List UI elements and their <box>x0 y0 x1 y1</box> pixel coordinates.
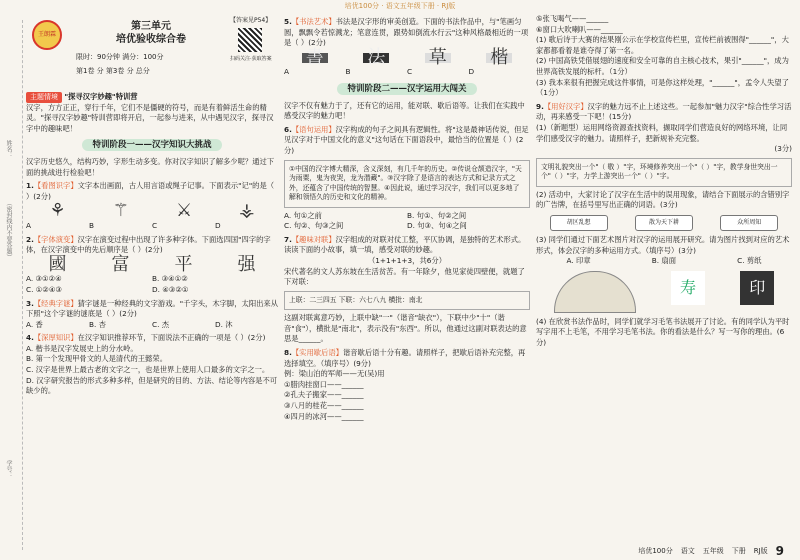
q5-sample-d: 楷 <box>486 53 512 64</box>
q3-options <box>26 320 278 331</box>
q2-char-3: 平 <box>174 253 193 275</box>
page-number: 9 <box>775 544 784 558</box>
intro-event: "探寻汉字妙趣"特训营 <box>64 92 138 101</box>
q2-char-4: 强 <box>237 253 256 275</box>
papercut-image: 寿 <box>671 271 705 305</box>
q4-option-b[interactable]: B. 第一个发现甲骨文的人是清代的王懿荣。 <box>26 354 167 364</box>
exam-header <box>26 14 278 86</box>
q5-option-d[interactable]: D <box>468 67 475 77</box>
binding-id-label: 学号： <box>5 460 12 478</box>
seal-image: 印 <box>740 271 774 305</box>
q6-option-b[interactable]: B. 句①、句②之间 <box>407 210 467 220</box>
question-8: 8.【实用歇后语】谐音歇后语十分有趣。请照样子，把歇后语补充完整，再选择填空。（填序号）(9分) 例：梁山泊的军师——无(吴)用 ①腊肉挂窗口——______ ②孔夫子搬家——______ ③八月的桂花——______ ④四月的冰河——______ <box>284 348 530 422</box>
question-2: 2.【字体演变】汉字在演变过程中出现了许多种字体。下面选四国"四字的字体，在汉字演变中的先后顺序是（ ）(2分) 國 富 平 强 A. ③①②④ B. ③④①② C. ①②④③ D. ④③②① <box>26 235 278 296</box>
question-4: 4.【深厚知识】在汉字知识推荐环节，下面说法不正确的一项是（ ）(2分) A. 楷书是汉字发展史上的分水岭。 B. 第一个发现甲骨文的人是清代的王懿荣。 C. 汉字是世界上最古老的文字之一，也是世界上使用人口最多的文字之一。 D. 汉字研究报告的形式多种多样，但是研究的目的、方法、结论等内容是不可缺少的。 <box>26 333 278 396</box>
q4-option-d[interactable]: D. 汉字研究报告的形式多种多样，但是研究的目的、方法、结论等内容是不可缺少的。 <box>26 375 278 396</box>
q1-glyph-b: ⚚ <box>112 200 129 222</box>
exam-title <box>76 20 226 46</box>
page-footer <box>638 544 784 558</box>
q1-glyph-d: ⚶ <box>239 200 255 222</box>
q8-item-6[interactable]: ⑥窗口大吹喇叭——______ <box>536 24 623 34</box>
stage2-title: 特训阶段二——汉字运用大闯关 <box>284 84 530 95</box>
q6-option-d[interactable]: D. 句③、句④之间 <box>407 221 467 231</box>
footer-grade: 五年级 <box>702 547 724 555</box>
sign-2: 散为天下耕 <box>635 215 693 231</box>
art-option-a[interactable]: A. 印章 <box>566 256 591 266</box>
stage1-title: 特训阶段一——汉字知识大挑战 <box>26 140 278 151</box>
footer-subject: 语文 <box>680 547 695 555</box>
left-column <box>26 14 278 397</box>
q1-options <box>26 221 278 232</box>
q2-char-2: 富 <box>111 253 130 275</box>
q8-sub-3[interactable]: (3) 我本来很有把握完成这件事情，可是你这样处理，"______"，孟令人失望了（1分） <box>536 77 789 98</box>
q2-option-d[interactable]: D. ④③②① <box>152 284 189 294</box>
q2-options <box>26 274 278 295</box>
question-7: 7.【趣味对联】汉字组成的对联对仗工整，平仄协调，是独特的艺术形式。读读下面的小故事，填一填，感受对联的妙趣。 （1+1+1+3，共6分） 宋代著名的文人苏东坡在生活贫苦。有一年除夕，他见家徒四壁便，就题了下对联： 上联：二三四五 下联：六七八九 横批：南北 这副对联寓意巧妙，上联中缺"一"（谐音"缺衣"），下联中少"十"（谐音"食"），横批是"南北"，表示没有"东西"。所以，他通过这副对联表达的意思是______。 <box>284 235 530 345</box>
q3-option-a[interactable]: A. 香 <box>26 319 43 329</box>
q4-option-a[interactable]: A. 楷书是汉字发展史上的分水岭。 <box>26 343 138 353</box>
q1-option-a[interactable]: A <box>26 220 31 230</box>
q9-sub2: (2) 活动中，大家讨论了汉字在生活中的误用现象，请结合下面展示的含错别字的广告牌，在括号里写出正确的词语。(3分) <box>536 189 790 210</box>
exam-meta: 限时：90分钟 满分：100分 <box>76 53 164 61</box>
sign-3: 众所周知 <box>720 215 778 231</box>
q1-option-c[interactable]: C <box>152 220 158 230</box>
q1-glyph-a: ⚘ <box>49 200 66 222</box>
q4-option-c[interactable]: C. 汉字是世界上最古老的文字之一，也是世界上使用人口最多的文字之一。 <box>26 365 270 375</box>
q2-option-a[interactable]: A. ③①②④ <box>26 274 62 284</box>
question-3: 3.【经典字谜】猜字谜是一种经典的文字游戏。"千字头，木字脚，太阳出来从下照"这个字谜的谜底是（ ）(2分) A. 香 B. 杏 C. 杰 D. 沐 <box>26 298 279 329</box>
q2-option-b[interactable]: B. ③④①② <box>152 274 188 284</box>
qr-caption: 扫码关注·获取答案 <box>230 56 272 62</box>
q8-item-2[interactable]: ②孔夫子搬家——______ <box>284 390 364 400</box>
q3-option-c[interactable]: C. 杰 <box>152 319 170 329</box>
q2-char-1: 國 <box>48 253 67 275</box>
footer-brand: 培优100分 <box>638 547 673 555</box>
q6-option-a[interactable]: A. 句①之前 <box>284 210 322 220</box>
footer-edition: RJ版 <box>753 547 768 555</box>
q6-option-c[interactable]: C. 句②、句③之间 <box>284 221 344 231</box>
exam-name: 培优验收综合卷 <box>116 34 186 45</box>
q5-option-b[interactable]: B <box>345 67 351 77</box>
answer-ref: 【答案见P54】 <box>230 17 272 24</box>
q5-options <box>284 67 530 78</box>
q6-passage: ①中国的汉字博大精深，含义深刻，有几千年的历史。②传说仓颉造汉字，"天为雨粟，鬼为夜哭，龙为潜藏"。③汉字除了是语言的表达方式和记录方式之外，还蕴含了中国传统的智慧。④因此说，通过学习汉字，我们可以更多地了解和领悟久的历史和文化的精神。 <box>284 160 530 208</box>
binding-name-label: 姓名： <box>5 140 12 158</box>
q9-signs <box>536 215 792 231</box>
q8-item-5[interactable]: ⑤张飞喝气——______ <box>536 14 609 23</box>
q8-sub-1[interactable]: (1) 歌后诗于大赛的结果刚公示在学校宣传栏里，宣传栏前被围得"______"，大家都都看着是谁夺得了第一名。 <box>536 35 789 55</box>
score-line: 第1卷 分 第3卷 分 总分 <box>76 67 150 75</box>
question-6: 6.【语句运用】汉字构成的句子之间具有逻辑性。将"这是最神话传说，但足见汉字对于中国文化的意义"这句话在下面语段中，最恰当的位置是（ ）(2分) ①中国的汉字博大精深，含义深刻，有几千年的历史。②传说仓颉造汉字，"天为雨粟，鬼为夜哭，龙为潜藏"。③汉字除了是语言的表达方式和记录方式之外，还蕴含了中国传统的智慧。④因此说，通过学习汉字，我们可以更多地了解和领悟久的历史和文化的精神。 A. 句①之前 B. 句①、句②之间 C. 句②、句③之间 D. 句③、句④之间 <box>284 124 529 231</box>
footer-volume: 下册 <box>731 547 746 555</box>
q5-option-a[interactable]: A <box>284 67 289 77</box>
q1-glyph-c: ⚔ <box>175 200 193 222</box>
brand-logo: 王朗霖 <box>32 20 62 50</box>
question-9: 9.【用好汉字】汉字的魅力远不止上述这些。一起参加"魅力汉字"综合性学习活动，再来感受一下吧！(15分) (1)（新题型）运用网络资源查找资料，撷取同学们营造良好的网络环境，让同学们感受汉字的魅力。请照样子，把新规补充完整。 (3分) 文明礼貌突出一个"（ 敬 ）"字，环境修养突出一个"（ ）"字，教学身世突出一个"（ ）"字，力学上游突出一个"（ ）"字。 (2) 活动中，大家讨论了汉字在生活中的误用现象，请结合下面展示的含错别字的广告牌，在括号里写出正确的词语。(3分) 胡区乱想 散为天下耕 众所周知 (3) 同学们通过下面艺术图片对汉字的运用展开研究。请为图片找到对应的艺术形式，体会汉字的多种运用方式。（填序号）(3分) A. 印章 B. 扇面 C. 剪纸 寿 印 (4) 在欣赏书法作品时，同学们就学习毛笔书法展开了讨论。有的同学认为平时写字用不上毛笔，不用学习毛笔书法。你的看法是什么？写一写你的理由。(6分) <box>536 101 792 347</box>
q9-sub3: (3) 同学们通过下面艺术图片对汉字的运用展开研究。请为图片找到对应的艺术形式，体会汉字的多种运用方式。（填序号）(3分) <box>536 234 790 255</box>
q8-item-3[interactable]: ③八月的桂花——______ <box>284 400 364 410</box>
middle-column <box>284 14 530 422</box>
q5-sample-a: 書 <box>302 53 328 64</box>
q5-sample-b: 法 <box>363 53 389 64</box>
q7-story: 宋代著名的文人苏东坡在生活贫苦。有一年除夕，他见家徒四壁便，就题了下对联： <box>284 266 525 287</box>
exam-unit: 第三单元 <box>131 21 171 32</box>
q7-formula: （1+1+1+3，共6分） <box>367 255 447 265</box>
q8-example: 例：梁山泊的军师——无(吴)用 <box>284 369 385 379</box>
q1-option-d[interactable]: D <box>215 220 221 230</box>
q9-sub3-options <box>536 256 792 267</box>
sign-1: 胡区乱想 <box>550 215 608 231</box>
q9-sub1: (1)（新题型）运用网络资源查找资料，撷取同学们营造良好的网络环境，让同学们感受汉字的魅力。请照样子，把新规补充完整。 <box>536 122 788 143</box>
q1-images <box>26 200 278 222</box>
q5-sample-c: 草 <box>425 53 451 64</box>
q8-item-1[interactable]: ①腊肉挂窗口——______ <box>284 379 364 389</box>
q2-option-c[interactable]: C. ①②④③ <box>26 284 62 294</box>
q9-art-images <box>536 271 792 313</box>
q6-options <box>284 211 530 232</box>
binding-strip <box>0 20 23 550</box>
intro-text: 汉字，方方正正，穿行千年，它们不是僵硬的符号，而是有着鲜活生命的精灵。"探寻汉字妙趣"特训营即将开启，一起参与进来，从中遇见汉字，探寻汉字中的趣味吧！ <box>26 102 274 133</box>
q9-sub4: (4) 在欣赏书法作品时，同学们就学习毛笔书法展开了讨论。有的同学认为平时写字用不上毛笔，不用学习毛笔书法。你的看法是什么？写一写你的理由。(6分) <box>536 316 790 347</box>
q8-sub-2[interactable]: (2) 中国高铁凭借展翅的速度和安全可靠的自主核心技术，果引"______"，成为世界高铁发展的标杆。（1分） <box>536 56 789 76</box>
binding-note: （密封线内不要答题） <box>5 200 12 260</box>
q9-sub1-score: (3分) <box>774 144 792 154</box>
art-option-c[interactable]: C. 剪纸 <box>737 256 762 266</box>
fan-image <box>554 271 636 313</box>
right-column <box>536 14 792 348</box>
question-5: 5.【书法艺术】书法是汉字形的审美创造。下面的书法作品中，与"笔画匀圆，飘飘令若惊溅龙；笔意连贯，跟势如倒流水行云"这种风格最相近的一项是（ ）(2分) 書 法 草 楷 A B C D <box>284 17 529 77</box>
q8-item-4[interactable]: ④四月的冰河——______ <box>284 411 364 421</box>
question-1: 1.【看图识字】文字本出画面，古人用言语或绳子记事。下面表示"记"的是（ ）(2分) ⚘ ⚚ ⚔ ⚶ A B C D <box>26 181 278 231</box>
intro-block <box>26 92 278 134</box>
q3-option-b[interactable]: B. 杏 <box>89 319 106 329</box>
q1-option-b[interactable]: B <box>89 220 95 230</box>
qr-code-icon[interactable] <box>238 28 262 52</box>
art-option-b[interactable]: B. 扇面 <box>651 256 676 266</box>
stage1-intro: 汉字历史悠久，结构巧妙，字形生动多变。你对汉字知识了解多少呢？通过下面的挑战进行检验吧！ <box>26 156 275 177</box>
stage2-intro: 汉字不仅有魅力于了，还有它的运用，能对联、歇后语等。让我们在实践中感受汉字的魅力吧！ <box>284 100 525 121</box>
intro-tag: 主题情境 <box>26 92 62 103</box>
q3-option-d[interactable]: D. 沐 <box>215 319 233 329</box>
q5-calligraphy <box>284 46 530 68</box>
q7-tail[interactable]: 这副对联寓意巧妙，上联中缺"一"（谐音"缺衣"），下联中少"十"（谐音"食"），横批是"南北"，表示没有"东西"。所以，他通过这副对联表达的意思是______。 <box>284 313 527 344</box>
q5-option-c[interactable]: C <box>407 67 413 77</box>
top-banner: 培优100分 · 语文五年级下册 · RJ版 <box>344 2 456 10</box>
q9-sub1-text[interactable]: 文明礼貌突出一个"（ 敬 ）"字，环境修养突出一个"（ ）"字，教学身世突出一个"（ ）"字，力学上游突出一个"（ ）"字。 <box>536 158 792 187</box>
q7-couplet: 上联：二三四五 下联：六七八九 横批：南北 <box>284 291 530 311</box>
q2-chars <box>26 253 278 275</box>
